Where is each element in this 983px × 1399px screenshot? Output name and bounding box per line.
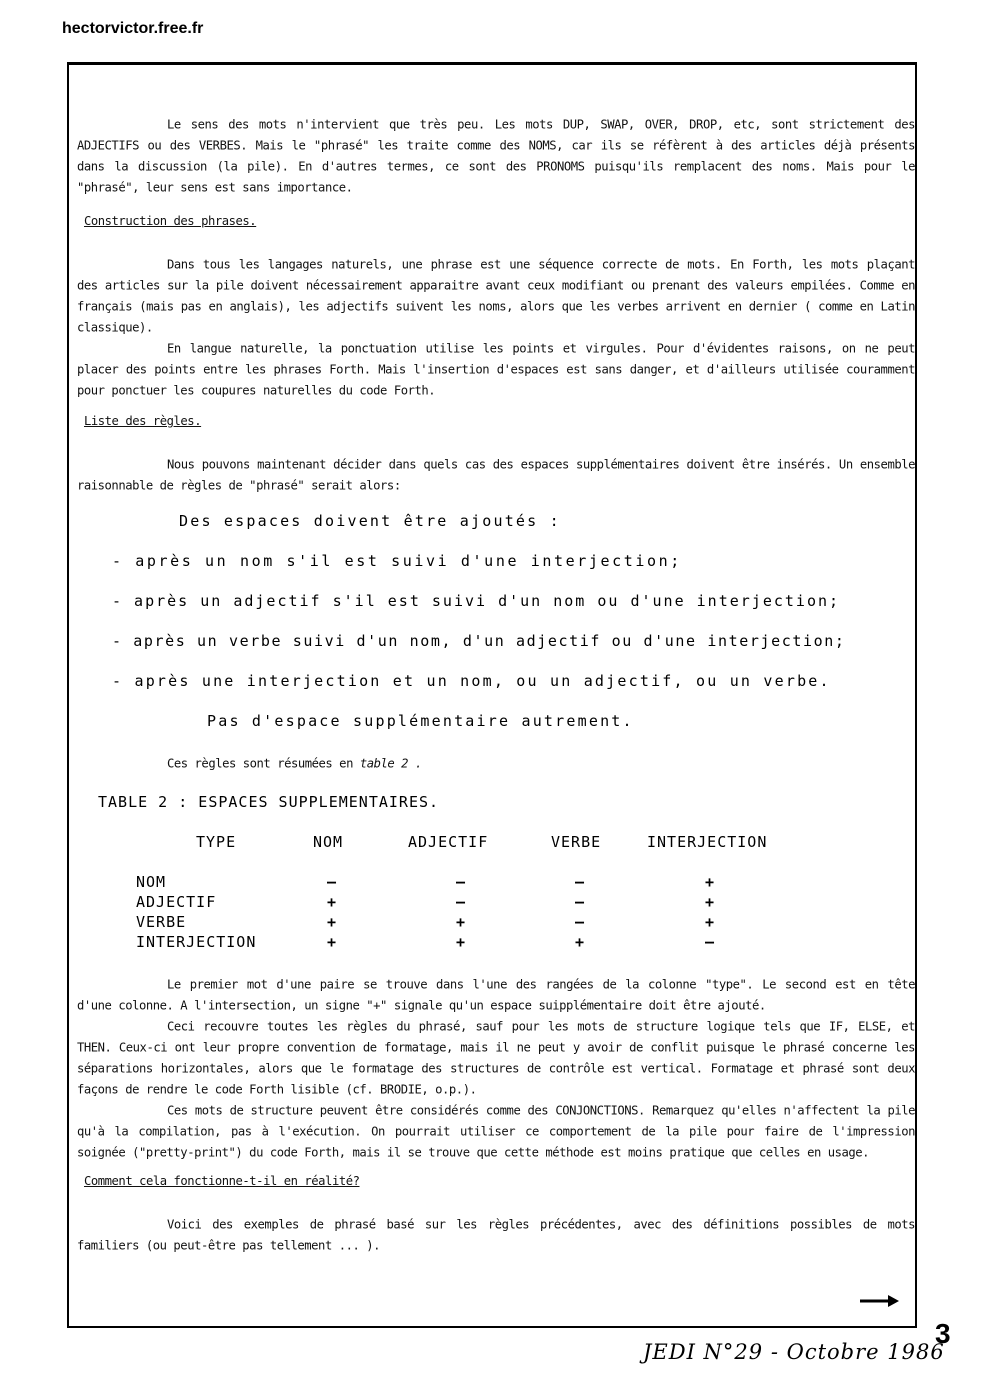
table-column-header: NOM bbox=[313, 833, 344, 851]
table-cell: + bbox=[455, 933, 467, 951]
table-column-header: VERBE bbox=[551, 833, 602, 851]
table-column-header: ADJECTIF bbox=[408, 833, 489, 851]
table-row-header: ADJECTIF bbox=[136, 893, 217, 911]
table-column-header: TYPE bbox=[196, 833, 237, 851]
paragraph-text: Le premier mot d'une paire se trouve dans l'une des rangées de la colonne "type". Le second est en tête d'une colonne. A l'intersection, un signe "+" signale qu'un espace suipplémentaire doit être ajouté. bbox=[77, 977, 915, 1013]
paragraph-examples bbox=[77, 1214, 915, 1256]
table-row-header: INTERJECTION bbox=[136, 933, 257, 951]
table-cell: + bbox=[574, 933, 586, 951]
table-reference bbox=[167, 753, 867, 774]
arrow-right-icon bbox=[858, 1292, 902, 1310]
site-url: hectorvictor.free.fr bbox=[62, 20, 204, 37]
paragraph-rules-intro bbox=[77, 454, 915, 496]
paragraph-text: Voici des exemples de phrasé basé sur les règles précédentes, avec des définitions possibles de mots familiers (ou peut-être pas tellement ... ). bbox=[77, 1217, 915, 1253]
table-cell: + bbox=[704, 913, 716, 931]
heading-how-it-works: Comment cela fonctionne-t-il en réalité? bbox=[84, 1174, 360, 1188]
table-cell: + bbox=[704, 873, 716, 891]
paragraph-text: Nous pouvons maintenant décider dans quels cas des espaces supplémentaires doivent être insérés. Un ensemble raisonnable de règles de "phrasé" serait alors: bbox=[77, 457, 915, 493]
table-cell: – bbox=[574, 913, 586, 931]
rule-item: - après un nom s'il est suivi d'une interjection; bbox=[112, 552, 682, 570]
rules-outro: Pas d'espace supplémentaire autrement. bbox=[207, 712, 634, 730]
paragraph-text: Ces mots de structure peuvent être considérés comme des CONJONCTIONS. Remarquez qu'elles n'affectent la pile qu'à la compilation, pas à l'exécution. On pourrait utiliser ce comportement de la pile pour faire de l'impression soignée ("pretty-print") du code Forth, mais il se trouve que cette méthode est moins pratique que celles en usage. bbox=[77, 1103, 915, 1160]
table-title: TABLE 2 : ESPACES SUPPLEMENTAIRES. bbox=[98, 793, 440, 811]
page-number: 3 bbox=[935, 1318, 951, 1349]
paragraph-text: Ceci recouvre toutes les règles du phrasé, sauf pour les mots de structure logique tels que IF, ELSE, et THEN. Ceux-ci ont leur propre convention de formatage, mais il ne peut y avoir de conflit puisque le phrasé concerne les séparations horizontales, alors que le formatage des structures de contrôle est vertical. Formatage et phrasé sont deux façons de rendre le code Forth lisible (cf. BRODIE, o.p.). bbox=[77, 1019, 915, 1097]
table-cell: – bbox=[574, 893, 586, 911]
table-cell: + bbox=[326, 913, 338, 931]
paragraph-text: Dans tous les langages naturels, une phrase est une séquence correcte de mots. En Forth, les mots plaçant des articles sur la pile doivent nécessairement apparaitre avant ceux modifiant ou prenant des valeurs empilées. Comme en français (mais pas en anglais), les adjectifs suivent les noms, alors que les verbes arrivent en dernier ( comme en Latin classique). bbox=[77, 257, 915, 335]
table-cell: + bbox=[455, 913, 467, 931]
rules-intro: Des espaces doivent être ajoutés : bbox=[179, 512, 561, 530]
table-reference-link: table 2 . bbox=[359, 756, 422, 771]
rule-item: - après une interjection et un nom, ou un adjectif, ou un verbe. bbox=[112, 672, 831, 690]
paragraph-text: Le sens des mots n'intervient que très peu. Les mots DUP, SWAP, OVER, DROP, etc, sont strictement des ADJECTIFS ou des VERBES. Mais le "phrasé" les traite comme des NOMS, car ils se réfèrent à des articles déjà présents dans la discussion (la pile). En d'autres termes, ce sont des PRONOMS puisqu'ils remplacent des noms. Mais pour le "phrasé", leur sens est sans importance. bbox=[77, 117, 915, 195]
table-cell: – bbox=[455, 893, 467, 911]
table-cell: – bbox=[704, 933, 716, 951]
table-cell: – bbox=[574, 873, 586, 891]
heading-construction: Construction des phrases. bbox=[84, 214, 257, 228]
paragraph-construction bbox=[77, 254, 915, 401]
rule-item: - après un adjectif s'il est suivi d'un nom ou d'une interjection; bbox=[112, 592, 841, 610]
table-cell: + bbox=[326, 933, 338, 951]
rule-item: - après un verbe suivi d'un nom, d'un adjectif ou d'une interjection; bbox=[112, 632, 846, 650]
journal-footer: JEDI N°29 - Octobre 1986 bbox=[643, 1340, 945, 1364]
paragraph-intro bbox=[77, 114, 915, 198]
table-column-header: INTERJECTION bbox=[647, 833, 768, 851]
table-row-header: VERBE bbox=[136, 913, 187, 931]
table-cell: – bbox=[326, 873, 338, 891]
table-cell: – bbox=[455, 873, 467, 891]
table-cell: + bbox=[326, 893, 338, 911]
paragraph-text: En langue naturelle, la ponctuation utilise les points et virgules. Pour d'évidentes raisons, on ne peut placer des points entre les phrases Forth. Mais l'insertion d'espaces est sans danger, et d'ailleurs utilisée couramment pour ponctuer les coupures naturelles du code Forth. bbox=[77, 341, 915, 398]
paragraph-table-explanation bbox=[77, 974, 915, 1163]
table-cell: + bbox=[704, 893, 716, 911]
table-reference-prefix: Ces règles sont résumées en bbox=[167, 756, 360, 771]
heading-rules-list: Liste des règles. bbox=[84, 414, 202, 428]
table-row-header: NOM bbox=[136, 873, 167, 891]
